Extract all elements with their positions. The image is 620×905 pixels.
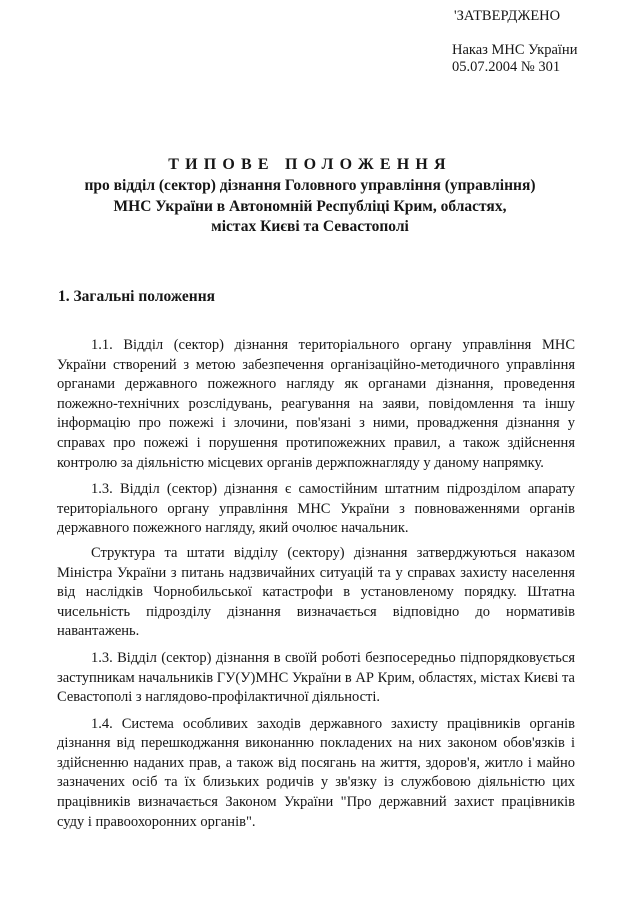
document-title bbox=[60, 156, 560, 238]
body-text bbox=[57, 336, 575, 839]
title-main: ТИПОВЕ ПОЛОЖЕННЯ bbox=[168, 156, 452, 173]
approval-order: Наказ МНС України bbox=[452, 42, 578, 58]
paragraph: Структура та штати відділу (сектору) дізнання затверджуються наказом Міністра України з питань надзвичайних ситуацій та у справах захисту населення від наслідків Чорнобильської катастрофи в установленому порядку. Штатна чисельність підрозділу дізнання визначається відповідно до нормативів навантажень. bbox=[57, 544, 575, 640]
approval-mark: 'ЗАТВЕРДЖЕНО bbox=[454, 8, 561, 24]
paragraph: 1.1. Відділ (сектор) дізнання територіального органу управління МНС України створений з метою забезпечення організаційно-методичного управління органами державного пожежного нагляду як органами дізнання, проведення пожежно-технічних розслідувань, реагування на заяви, повідомлення та іншу інформацію про пожежі і злочини, пов'язані з ними, провадження дізнання у справах про пожежі і порушення протипожежних правил, а також здійснення контролю за діяльністю місцевих органів держпожнагляду у даному напрямку. bbox=[57, 337, 575, 471]
paragraph: 1.3. Відділ (сектор) дізнання в своїй роботі безпосередньо підпорядковується заступникам начальників ГУ(У)МНС України в АР Крим, областях, містах Києві та Севастополі з наглядово-профілактичної діяльності. bbox=[57, 649, 575, 706]
approval-date: 05.07.2004 № 301 bbox=[452, 59, 561, 75]
approval-stamp bbox=[452, 8, 577, 76]
section-heading: 1. Загальні положення bbox=[58, 288, 216, 305]
title-line-3: містах Києві та Севастополі bbox=[211, 218, 409, 235]
title-line-1: про відділ (сектор) дізнання Головного управління (управління) bbox=[84, 177, 536, 194]
title-line-2: МНС України в Автономній Республіці Крим, областях, bbox=[113, 197, 507, 215]
paragraph: 1.3. Відділ (сектор) дізнання є самостійним штатним підрозділом апарату територіального органу управління МНС України з повноваженнями органів державного пожежного нагляду, який очолює начальник. bbox=[57, 481, 575, 537]
paragraph: 1.4. Система особливих заходів державного захисту працівників органів дізнання від перешкоджання виконанню покладених на них законом обов'язків і здійсненню наданих прав, а також від посягань на життя, здоров'я, житло і майно зазначених осіб та їх близьких родичів у зв'язку із службовою діяльністю цих працівників визначається Законом України "Про державний захист працівників суду і правоохоронних органів". bbox=[57, 715, 575, 830]
